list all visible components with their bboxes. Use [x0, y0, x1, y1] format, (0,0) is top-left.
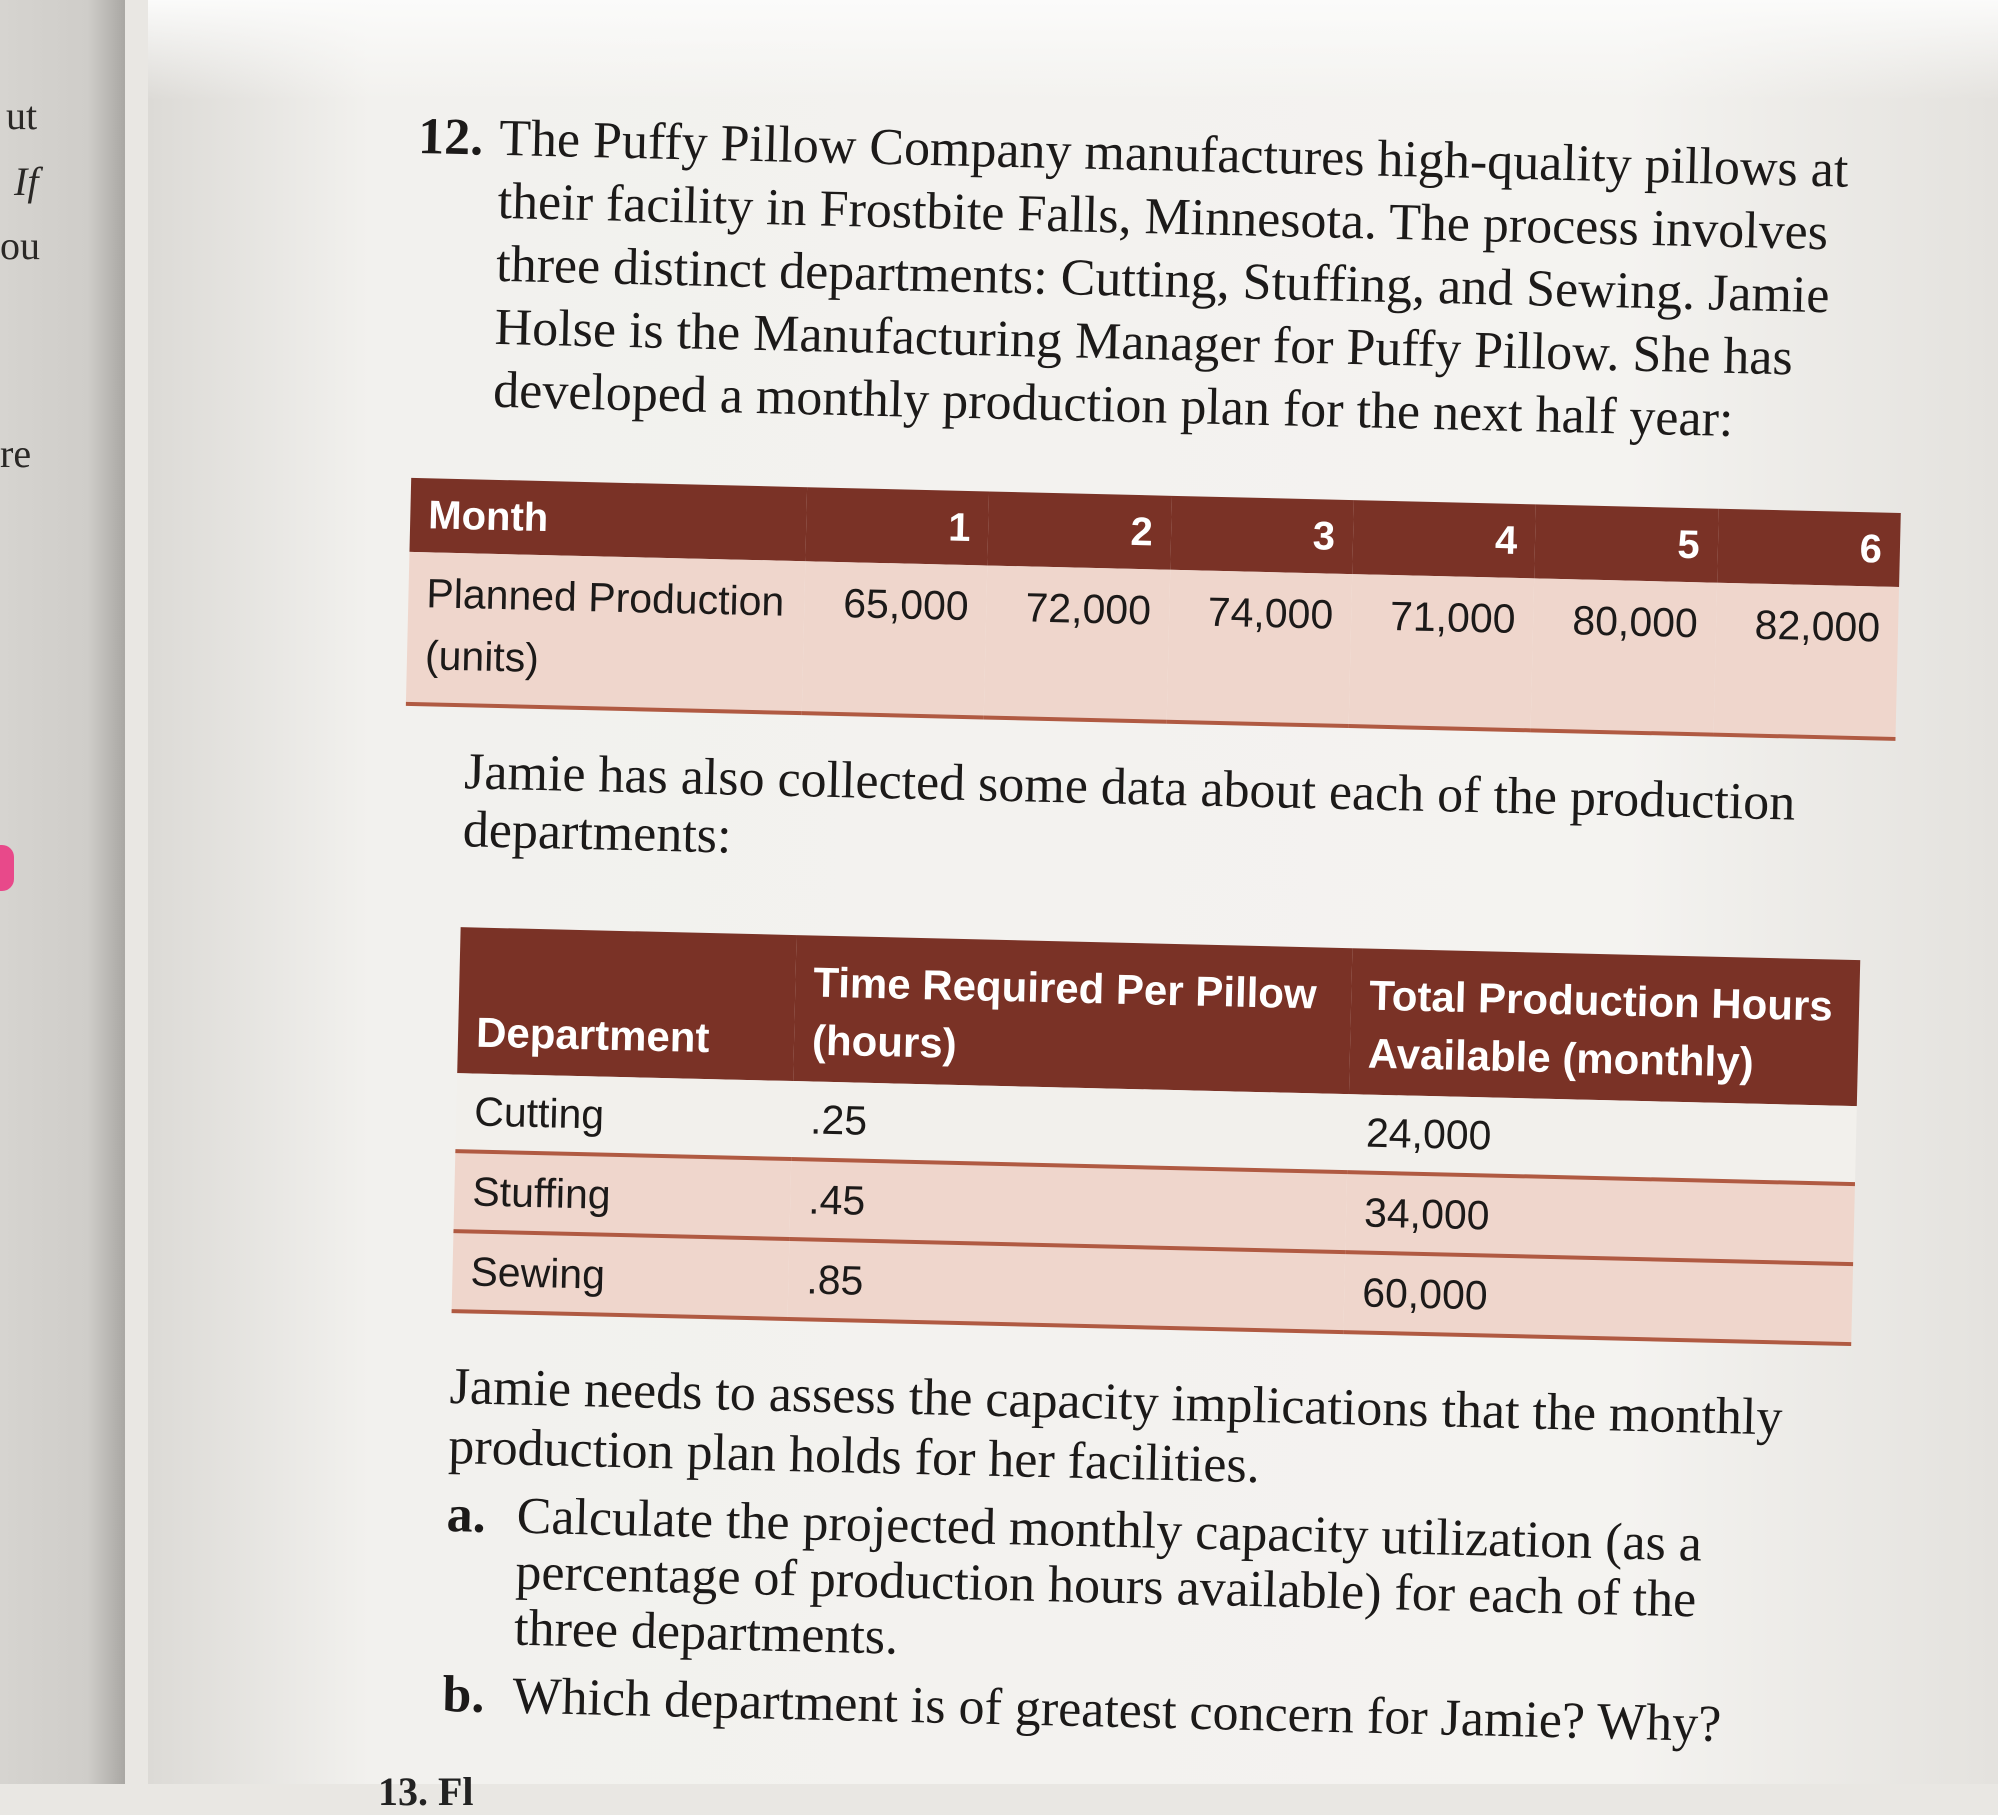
planned-value: 71,000 — [1349, 574, 1535, 730]
question-label: b. — [441, 1665, 486, 1724]
hours-header: Total Production Hours Available (monthly) — [1349, 948, 1860, 1106]
month-header-cell: 4 — [1352, 500, 1536, 578]
page-content — [382, 105, 1900, 1756]
month-header-cell: 6 — [1717, 509, 1901, 587]
month-header-cell: 3 — [1170, 496, 1354, 574]
problem-number: 12. — [417, 107, 484, 167]
planned-value: 82,000 — [1713, 583, 1899, 739]
hours-cell: 60,000 — [1343, 1252, 1853, 1344]
margin-fragment: ut — [6, 93, 38, 138]
month-header-cell: 5 — [1534, 504, 1718, 582]
month-header-cell: 2 — [988, 492, 1172, 570]
time-cell: .85 — [788, 1239, 1346, 1332]
question-label: a. — [446, 1486, 487, 1544]
department-cell: Sewing — [452, 1231, 790, 1319]
department-cell: Stuffing — [453, 1151, 791, 1239]
top-glare — [148, 0, 1998, 100]
department-header: Department — [457, 927, 796, 1081]
problem-text: The Puffy Pillow Company manufactures high-quality pillows at their facility in Frostbite Falls, Minnesota. The process involves three distinct departments: Cutting, Stuffing, and Sewing. Jamie Holse is the Manufacturing Manager for Puffy Pillow. She has developed a monthly production plan for the next half year: — [492, 109, 1849, 449]
department-intro: Jamie has also collected some data about each of the production departments: — [462, 743, 1796, 865]
month-header-cell: 1 — [805, 487, 989, 565]
planned-value: 72,000 — [984, 566, 1170, 722]
hours-cell: 24,000 — [1347, 1094, 1857, 1184]
time-cell: .25 — [791, 1081, 1349, 1172]
department-cell: Cutting — [455, 1073, 793, 1159]
left-page-edge — [0, 0, 125, 1784]
production-plan-table — [406, 478, 1901, 741]
time-header: Time Required Per Pillow (hours) — [793, 935, 1352, 1094]
capacity-intro: Jamie needs to assess the capacity implications that the monthly production plan holds for her facilities. — [447, 1358, 1784, 1495]
question-text: Which department is of greatest concern for Jamie? Why? — [511, 1667, 1722, 1754]
margin-fragment: re — [0, 431, 32, 476]
margin-fragment: ou — [0, 223, 40, 268]
problem-12 — [413, 105, 1900, 455]
month-header: Month — [409, 478, 807, 561]
next-problem-fragment: 13. Fl — [378, 1769, 474, 1814]
planned-value: 65,000 — [802, 561, 988, 717]
time-cell: .45 — [789, 1159, 1347, 1252]
margin-fragment: If — [14, 159, 39, 204]
planned-value: 74,000 — [1166, 570, 1352, 726]
page-tab-marker — [0, 845, 14, 891]
question-text: Calculate the projected monthly capacity utilization (as a percentage of production hours available) for each of the three departments. — [513, 1487, 1703, 1666]
hours-cell: 34,000 — [1345, 1172, 1855, 1264]
planned-value: 80,000 — [1531, 578, 1717, 734]
department-table — [452, 927, 1861, 1346]
row-label: Planned Production (units) — [406, 552, 805, 713]
question-a — [443, 1487, 1787, 1687]
